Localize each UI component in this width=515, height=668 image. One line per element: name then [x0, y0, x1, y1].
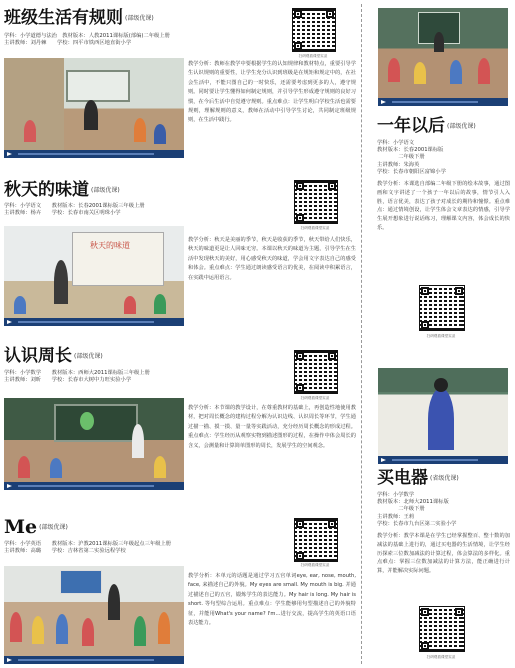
meta-line: 学科：小学语文 教材版本：长春2001课标版三年级上册 [4, 203, 145, 209]
video-player[interactable] [4, 566, 184, 664]
lesson-title [4, 182, 120, 199]
video-controls[interactable] [4, 482, 184, 490]
qr-caption: 扫码观看课堂实录 [298, 54, 328, 58]
award-badge: (部级优课) [39, 524, 68, 531]
meta-line: 主讲教师：高璐 学校：吉林省第二实验远程学校 [4, 548, 126, 555]
lesson-body: 教学分析：本课选自部编二年级下册的绘本故事，通过图画和文字讲述了一个孩子一年以后的故事，情节引人入胜，语言优美，表达了孩子对成长的期待和憧憬。重点难点：通过情境创设，让学生体会文章表达的情感，引导学生展开想象进行说话练习，理解课文内容，体会成长的快乐。 [377, 181, 510, 231]
meta-line: 学校：长春市朝阳区富锦小学 [377, 168, 446, 175]
meta-line: 二年级下册 [377, 506, 425, 513]
award-badge: (部级优课) [74, 352, 103, 360]
video-controls[interactable] [4, 656, 184, 664]
lesson-body: 教学分析：教学本课是在学生已经掌握整百、整十数的加减法的基础上进行的，通过买电器的生活情境，让学生经历探索三位数加减法的计算过程，体会算法的多样化。重点难点：掌握三位数加减法的计算方法，能正确进行计算，并能解决实际问题。 [377, 533, 510, 575]
meta-line: 主讲教师：刘丹棘 学校：四平市铁西区地直街小学 [4, 40, 132, 47]
video-controls[interactable] [378, 98, 508, 106]
qr-code[interactable] [292, 8, 336, 52]
meta-line: 二年级下册 [377, 154, 425, 161]
lesson-meta [4, 541, 171, 555]
meta-line: 主讲教师：王莉 [377, 513, 415, 520]
award-badge: (部级优课) [447, 122, 476, 130]
qr-code[interactable] [294, 180, 338, 224]
lesson-title-text: 班级生活有规则 [4, 8, 123, 28]
meta-line: 主讲教师：杨卉 学校：长春市南关区明珠小学 [4, 210, 121, 217]
video-player[interactable] [378, 8, 508, 106]
play-icon[interactable] [7, 658, 12, 662]
meta-line: 学科：小学数学 [377, 492, 415, 498]
video-player[interactable] [4, 226, 184, 326]
progress-bar[interactable] [18, 485, 154, 487]
qr-code[interactable] [419, 606, 465, 652]
lesson-meta [4, 33, 170, 47]
video-controls[interactable] [4, 318, 184, 326]
lesson-meta [377, 140, 446, 176]
play-icon[interactable] [7, 152, 12, 156]
progress-bar[interactable] [18, 659, 154, 661]
meta-line: 主讲教师：刘昕 学校：长春市大树中力旺实验小学 [4, 377, 132, 384]
meta-line: 学科：小学英语 教材版本：沪教2011课标版三年级起点三年级上册 [4, 541, 172, 547]
video-controls[interactable] [378, 456, 508, 464]
meta-line: 教材版本：北师大2011课标版 [377, 499, 449, 506]
meta-line: 教材版本：长春2001课标版 [377, 147, 444, 154]
qr-code[interactable] [419, 285, 465, 331]
progress-bar[interactable] [392, 101, 478, 103]
lesson-body: 教学分析：秋天是美丽的季节，秋天是收获的季节，秋天带给人们快乐，秋天的味道更是让人回味无穷。本课以秋天的味道为主题，引导学生在生活中发现秋天的美好，用心感受秋天的味道，学会用文字表达自己的感受和体会。重点难点：学生通过朗读感受语言的优美，在阅读中积累语言，在实践中运用语言。 [188, 237, 356, 281]
lesson-meta [4, 370, 150, 384]
play-icon[interactable] [7, 484, 12, 488]
slide-title: 秋天的味道 [90, 241, 130, 250]
qr-caption: 扫码观看课堂实录 [426, 655, 456, 659]
video-player[interactable] [4, 58, 184, 158]
play-icon[interactable] [381, 458, 386, 462]
play-icon[interactable] [7, 320, 12, 324]
qr-code[interactable] [294, 350, 338, 394]
progress-bar[interactable] [18, 321, 154, 323]
award-badge: (省级优课) [430, 474, 459, 482]
lesson-title [4, 348, 103, 365]
lesson-body: 教学分析：教师在教学中要根据学生的认知规律和教材特点，重要引导学生认识规则的重要性，让学生充分认识到班级是在规矩和规定中的，在社会生活中，不能只图自己的一时快乐，还需要考虑到更多的人，遵守规则。同时要让学生懂得如何制定规则，并引导学生形成遵守规则的良好习惯，在今后生活中自觉遵守规则。重点难点：让学生明白学校生活也需要规则，理解规则的意义，教师在活动中引导学生讨论，共同制定班级规则，在生活中践行。 [188, 61, 356, 124]
video-controls[interactable] [4, 150, 184, 158]
meta-line: 学科：小学道德与法治 教材版本：人教2011课标版(部编)二年级上册 [4, 33, 170, 39]
play-icon[interactable] [381, 100, 386, 104]
meta-line: 学校：长春市九台区第二实验小学 [377, 520, 457, 527]
lesson-title-text: 秋天的味道 [4, 180, 89, 200]
lesson-title [4, 10, 154, 27]
video-player[interactable] [4, 398, 184, 490]
qr-caption: 扫码观看课堂实录 [426, 334, 456, 338]
lesson-title-text: 一年以后 [377, 116, 445, 136]
qr-caption: 扫码观看课堂实录 [300, 396, 330, 400]
column-divider [361, 4, 362, 664]
lesson-title-text: 买电器 [377, 468, 428, 488]
video-player[interactable] [378, 368, 508, 464]
meta-line: 学科：小学语文 [377, 140, 415, 146]
lesson-title [377, 470, 459, 487]
lesson-meta [4, 203, 145, 217]
lesson-title-text: 认识周长 [4, 346, 72, 366]
qr-caption: 扫码观看课堂实录 [300, 226, 330, 230]
award-badge: (部级优课) [91, 186, 120, 194]
lesson-meta [377, 492, 456, 528]
lesson-title [377, 118, 476, 135]
qr-caption: 扫码观看课堂实录 [300, 563, 330, 567]
lesson-body: 教学分析：本节课的教学设计，在尊重教材的基础上，再创造性地使用教材，把对周长概念的建构过程分解为认识边线、认识周长等环节，学生通过描一描、摸一摸、量一量等实践活动，充分经历周长概念的形成过程。重点难点：学生经历从观察实物到描述图形的过程，在操作中体会周长的含义，会测量和计算简单图形的周长，发展学生的空间观念。 [188, 405, 356, 449]
progress-bar[interactable] [392, 459, 478, 461]
meta-line: 学科：小学数学 教材版本：西师大2011课标版三年级上册 [4, 370, 150, 376]
lesson-body: 教学分析：本单元的话题是通过学习五官单词eye, ear, nose, mouth, face, 来描述自己的外貌。My eyes are small. My mouth is big. 并通过描述自己的五官，锻炼学生的表达能力。My hair is long. My hair is short. 等句型综合运用。重点难点：学生能够用句型描述自己的外貌特征，并能用What's your name? I'm...进行交流，提高学生的英语口语表达能力。 [188, 573, 356, 627]
lesson-title-text: Me [4, 516, 38, 538]
lesson-title [4, 518, 68, 537]
meta-line: 主讲教师：朱海英 [377, 161, 420, 168]
qr-code[interactable] [294, 518, 338, 562]
progress-bar[interactable] [18, 153, 154, 155]
award-badge: (部级优课) [125, 14, 154, 22]
